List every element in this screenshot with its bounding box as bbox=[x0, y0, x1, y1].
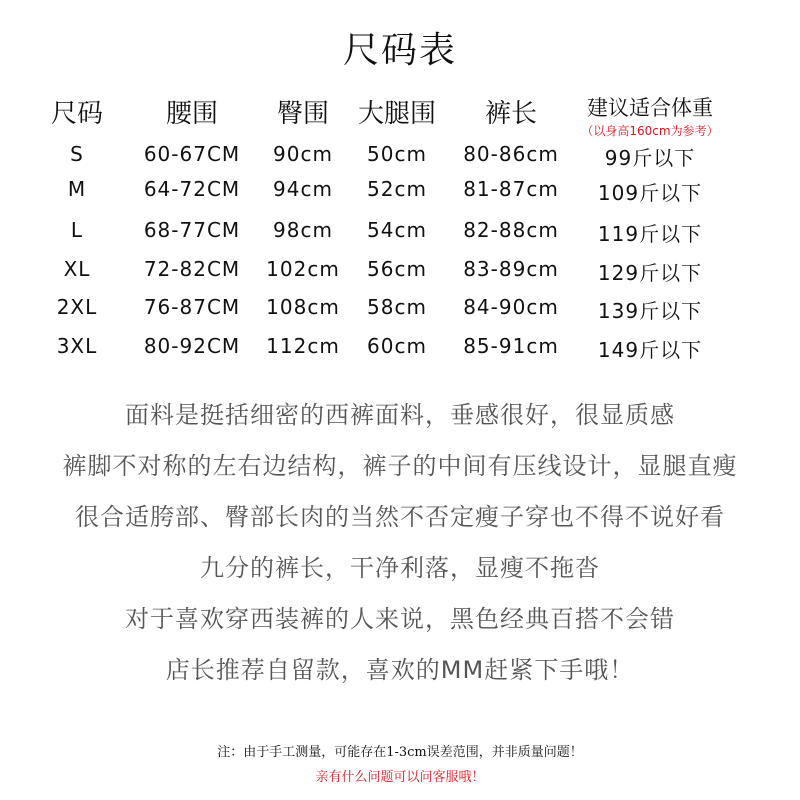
description-line: 裤脚不对称的左右边结构，裤子的中间有压线设计，显腿直瘦 bbox=[62, 452, 738, 480]
description-line: 对于喜欢穿西装裤的人来说，黑色经典百搭不会错 bbox=[125, 605, 675, 633]
thigh-cell: 60cm bbox=[367, 334, 427, 358]
weight-cell: 149斤以下 bbox=[597, 338, 703, 362]
size-cell: 3XL bbox=[56, 334, 98, 358]
header-length: 裤长 bbox=[484, 99, 538, 129]
table-row bbox=[0, 257, 800, 291]
size-cell: S bbox=[70, 142, 84, 166]
length-cell: 83-89cm bbox=[463, 257, 559, 281]
page-title: 尺码表 bbox=[342, 30, 457, 71]
weight-cell: 139斤以下 bbox=[597, 299, 703, 323]
description-line: 店长推荐自留款，喜欢的MM赶紧下手哦！ bbox=[165, 656, 635, 684]
table-row bbox=[0, 218, 800, 252]
description-line: 面料是挺括细密的西裤面料，垂感很好，很显质感 bbox=[125, 401, 675, 429]
weight-cell: 129斤以下 bbox=[597, 261, 703, 285]
length-cell: 81-87cm bbox=[463, 177, 559, 201]
weight-cell: 99斤以下 bbox=[604, 146, 696, 170]
header-weight-label: 建议适合体重 bbox=[586, 96, 713, 120]
waist-cell: 68-77CM bbox=[143, 218, 241, 242]
header-weight bbox=[581, 92, 718, 139]
length-cell: 82-88cm bbox=[463, 218, 559, 242]
waist-cell: 64-72CM bbox=[143, 177, 241, 201]
description-line: 很合适胯部、臀部长肉的当然不否定瘦子穿也不得不说好看 bbox=[75, 503, 725, 531]
hip-cell: 98cm bbox=[273, 218, 333, 242]
size-cell: L bbox=[70, 218, 84, 242]
contact-note: 亲有什么问题可以问客服哦！ bbox=[315, 770, 485, 785]
table-row bbox=[0, 334, 800, 368]
header-size: 尺码 bbox=[50, 99, 104, 129]
hip-cell: 90cm bbox=[273, 142, 333, 166]
header-hip: 臀围 bbox=[276, 99, 330, 129]
thigh-cell: 58cm bbox=[367, 295, 427, 319]
measurement-disclaimer: 注：由于手工测量，可能存在1-3cm误差范围，并非质量问题！ bbox=[217, 745, 583, 760]
thigh-cell: 52cm bbox=[367, 177, 427, 201]
length-cell: 84-90cm bbox=[463, 295, 559, 319]
weight-cell: 119斤以下 bbox=[597, 222, 703, 246]
thigh-cell: 50cm bbox=[367, 142, 427, 166]
thigh-cell: 56cm bbox=[367, 257, 427, 281]
table-row bbox=[0, 295, 800, 329]
waist-cell: 76-87CM bbox=[143, 295, 241, 319]
description-line: 九分的裤长，干净利落，显瘦不拖沓 bbox=[200, 554, 600, 582]
thigh-cell: 54cm bbox=[367, 218, 427, 242]
hip-cell: 102cm bbox=[266, 257, 340, 281]
header-thigh: 大腿围 bbox=[357, 99, 437, 129]
waist-cell: 72-82CM bbox=[143, 257, 241, 281]
header-waist: 腰围 bbox=[165, 99, 219, 129]
table-row bbox=[0, 177, 800, 211]
header-weight-note: （以身高160cm为参考） bbox=[581, 124, 719, 138]
waist-cell: 60-67CM bbox=[143, 142, 241, 166]
hip-cell: 108cm bbox=[266, 295, 340, 319]
weight-cell: 109斤以下 bbox=[597, 181, 703, 205]
hip-cell: 94cm bbox=[273, 177, 333, 201]
hip-cell: 112cm bbox=[266, 334, 340, 358]
size-cell: M bbox=[67, 177, 87, 201]
size-cell: 2XL bbox=[56, 295, 98, 319]
waist-cell: 80-92CM bbox=[143, 334, 241, 358]
length-cell: 80-86cm bbox=[463, 142, 559, 166]
table-row bbox=[0, 142, 800, 176]
size-cell: XL bbox=[63, 257, 91, 281]
length-cell: 85-91cm bbox=[463, 334, 559, 358]
